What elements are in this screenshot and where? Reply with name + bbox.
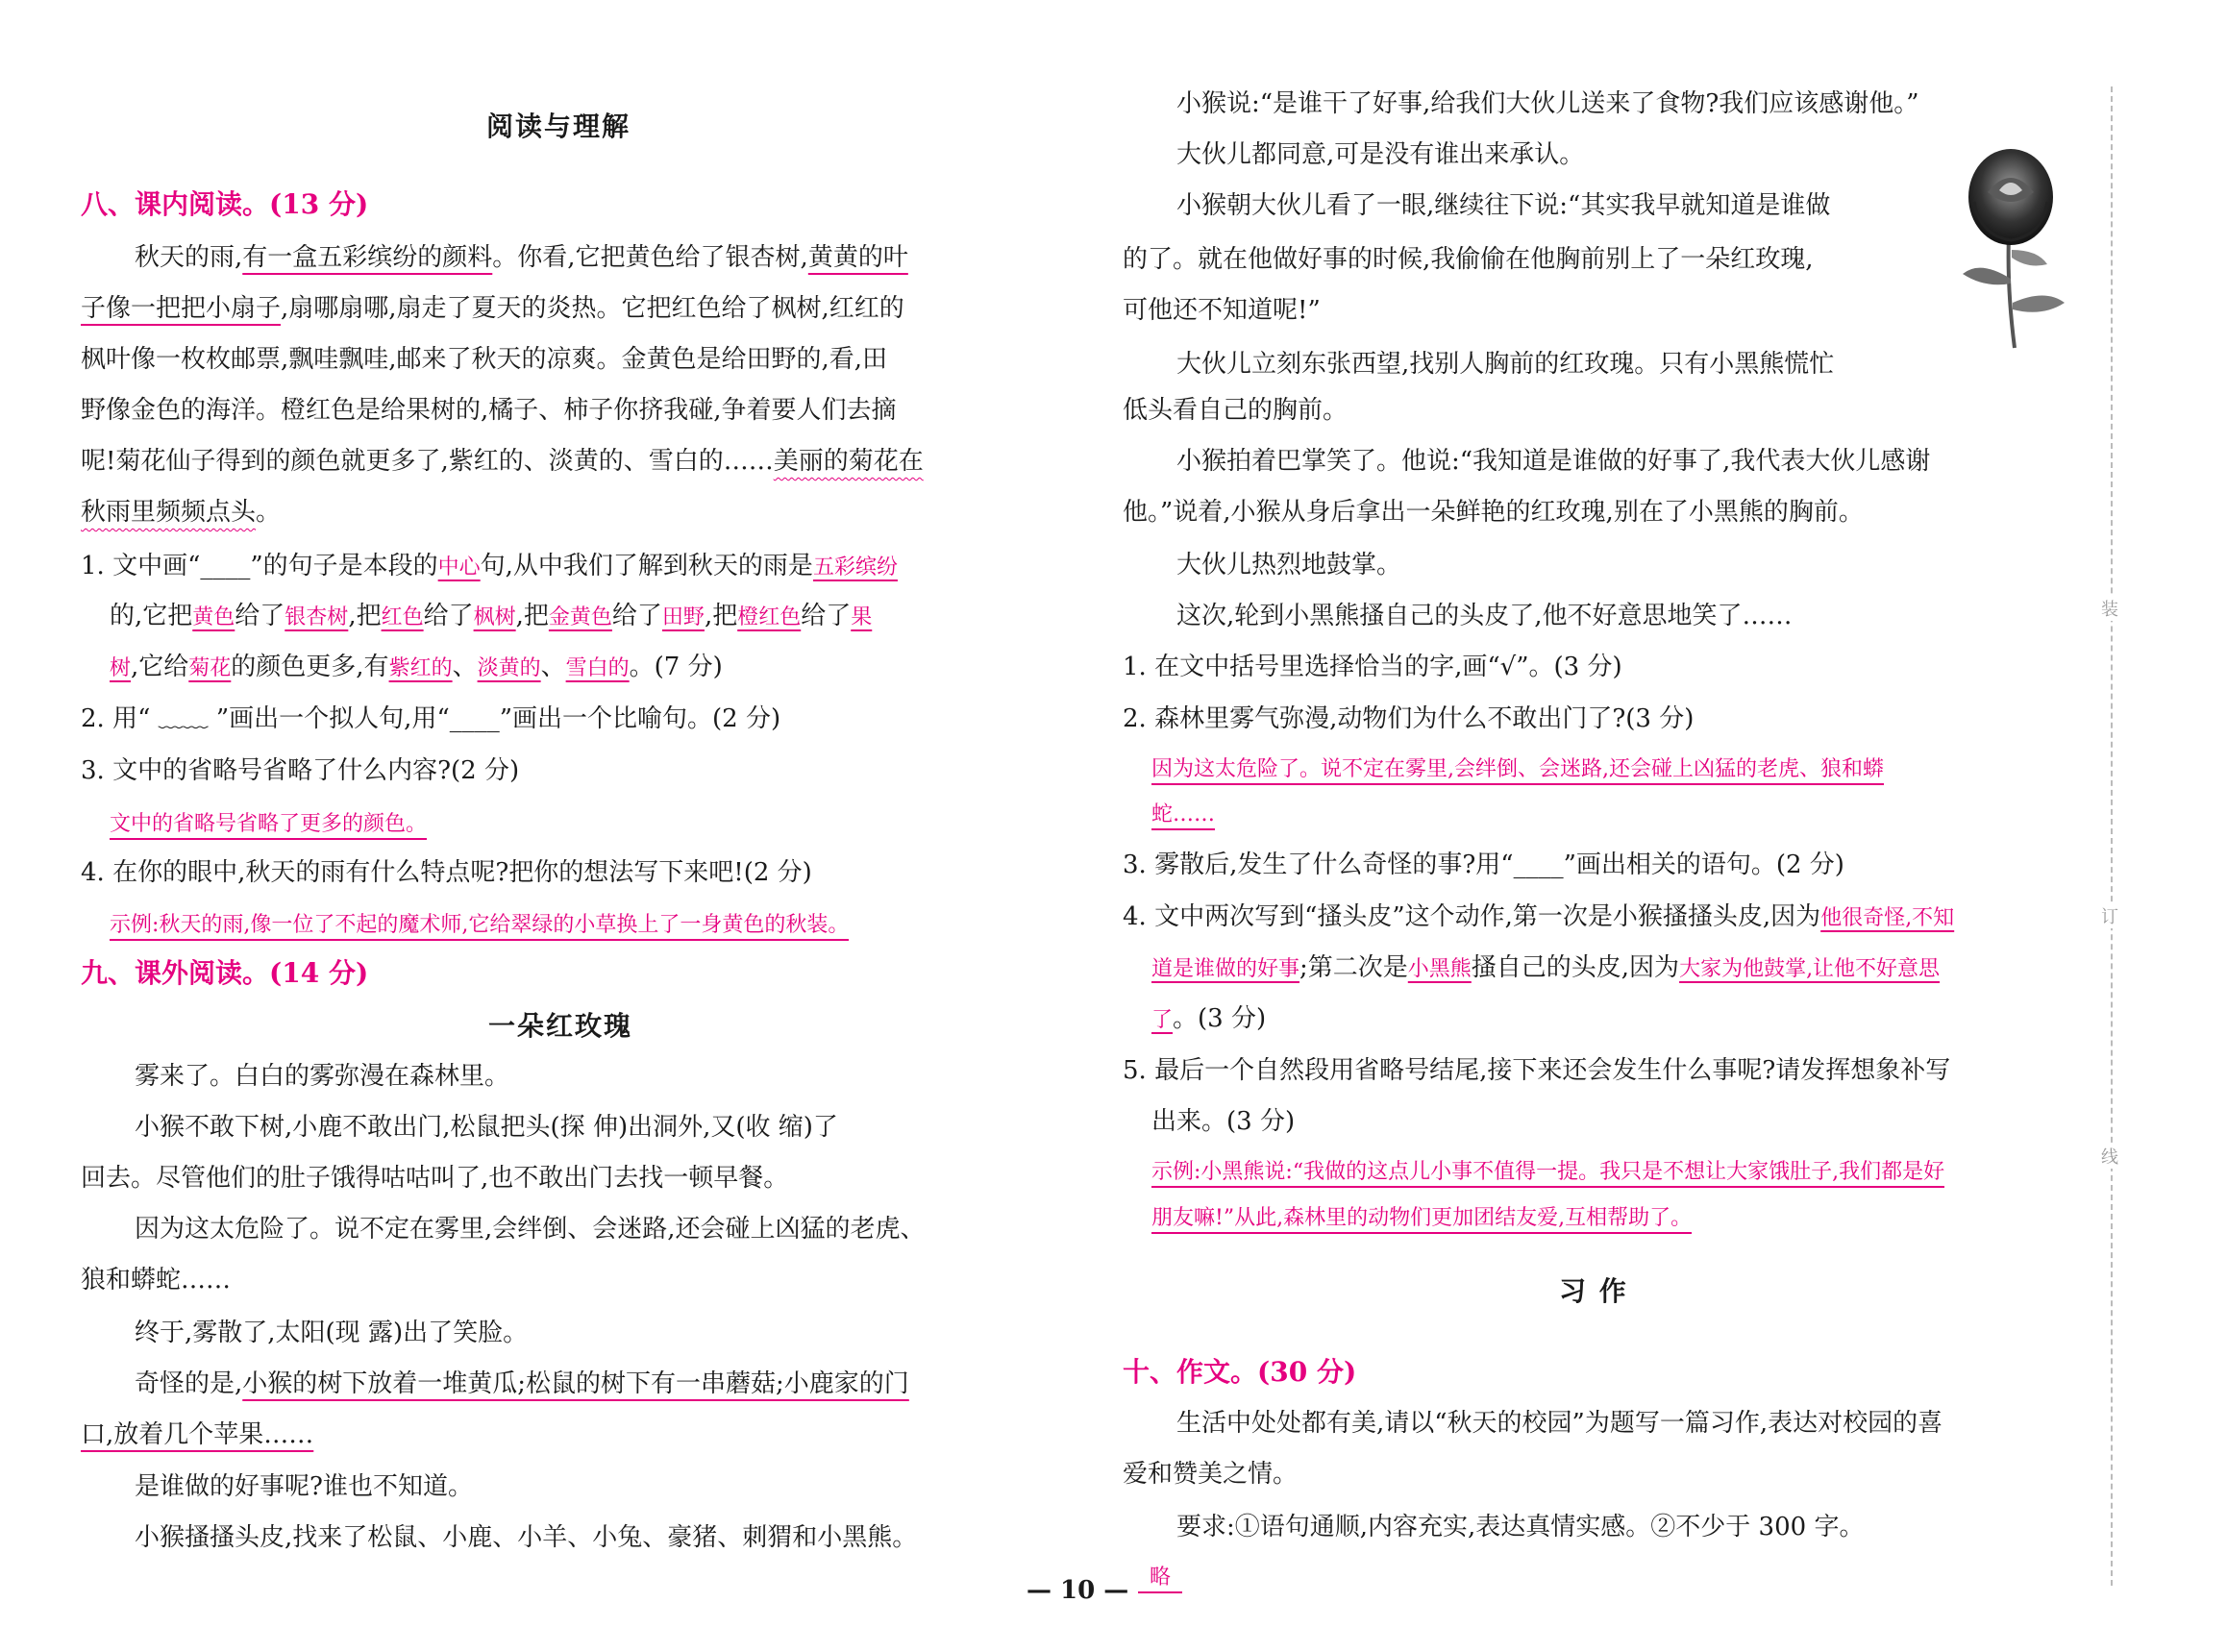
answer-fill: 五彩缤纷 xyxy=(812,555,898,579)
answer-9-2-line2 xyxy=(1151,796,1215,834)
section-8-score: (13 分) xyxy=(269,188,369,220)
section-8-heading xyxy=(81,185,368,224)
text: 。 xyxy=(256,498,282,527)
story-line-2: 小猴不敢下树,小鹿不敢出门,松鼠把头(探 伸)出洞外,又(收 缩)了 xyxy=(135,1113,838,1142)
text: ;第二次是 xyxy=(1299,953,1408,982)
text: 4. 文中两次写到“搔头皮”这个动作,第一次是小猴搔搔头皮,因为 xyxy=(1123,902,1821,931)
question-8-1-line3 xyxy=(110,648,723,688)
answer-fill: 黄色 xyxy=(192,605,235,629)
answer-text: 文中的省略号省略了更多的颜色。 xyxy=(110,812,427,840)
question-9-4-line2 xyxy=(1151,949,1940,989)
answer-fill: 紫红的 xyxy=(388,656,453,680)
text: 。你看,它把黄色给了银杏树, xyxy=(492,243,808,272)
text: 1. 文中画“____”的句子是本段的 xyxy=(81,552,438,580)
wavy-underlined-text: 秋雨里频频点头 xyxy=(81,498,257,527)
answer-9-5-line1 xyxy=(1151,1153,1944,1192)
answer-fill: 金黄色 xyxy=(548,605,612,629)
text: 给了 xyxy=(235,602,285,630)
story-line-20: 大伙儿热烈地鼓掌。 xyxy=(1176,551,1402,579)
page-number: — 10 — xyxy=(1027,1576,1129,1605)
underlined-text: 有一盒五彩缤纷的颜料 xyxy=(242,243,493,272)
text: 句,从中我们了解到秋天的雨是 xyxy=(480,552,813,580)
answer-fill: 大家为他鼓掌,让他不好意思 xyxy=(1679,957,1941,981)
answer-text: 示例:小黑熊说:“我做的这点儿小事不值得一提。我只是不想让大家饿肚子,我们都是好 xyxy=(1151,1160,1944,1188)
text: 给了 xyxy=(801,602,852,630)
answer-text: 蛇…… xyxy=(1151,802,1215,830)
answer-fill: 树 xyxy=(110,656,132,680)
writing-prompt-line2: 爱和赞美之情。 xyxy=(1123,1460,1299,1489)
answer-text: 示例:秋天的雨,像一位了不起的魔术师,它给翠绿的小草换上了一身黄色的秋装。 xyxy=(110,913,849,941)
section-9-heading xyxy=(81,954,368,993)
answer-fill: 淡黄的 xyxy=(477,656,541,680)
question-9-5-line1: 5. 最后一个自然段用省略号结尾,接下来还会发生什么事呢?请发挥想象补写 xyxy=(1123,1056,1951,1085)
answer-fill: 枫树 xyxy=(473,605,516,629)
story-line-18: 小猴拍着巴掌笑了。他说:“我知道是谁做的好事了,我代表大伙儿感谢 xyxy=(1176,447,1931,476)
answer-fill: 道是谁做的好事 xyxy=(1151,957,1300,981)
answer-9-5-line2 xyxy=(1151,1199,1692,1238)
passage1-line5 xyxy=(81,442,924,481)
underlined-text: 子像一把把小扇子 xyxy=(81,294,282,323)
text: 的颜色更多,有 xyxy=(231,653,389,681)
binding-mark-1: 装 xyxy=(2101,596,2118,621)
story-line-3: 回去。尽管他们的肚子饿得咕咕叫了,也不敢出门去找一顿早餐。 xyxy=(81,1164,789,1193)
passage1-line4: 野像金色的海洋。橙红色是给果树的,橘子、柿子你挤我碰,争着要人们去摘 xyxy=(81,396,897,425)
story-title: 一朵红玫瑰 xyxy=(488,1010,633,1042)
question-8-2: 2. 用“ ﹏﹏ ”画出一个拟人句,用“____”画出一个比喻句。(2 分) xyxy=(81,704,781,733)
underlined-text: 小猴的树下放着一堆黄瓜;松鼠的树下有一串蘑菇;小鹿家的门 xyxy=(242,1369,909,1398)
writing-prompt-line1: 生活中处处都有美,请以“秋天的校园”为题写一篇习作,表达对校园的喜 xyxy=(1176,1409,1943,1438)
answer-fill: 银杏树 xyxy=(285,605,349,629)
section-title-writing: 习 作 xyxy=(1559,1275,1628,1307)
text: 给了 xyxy=(611,602,662,630)
story-line-15: 可他还不知道呢!” xyxy=(1123,296,1321,325)
answer-fill: 雪白的 xyxy=(565,656,630,680)
question-8-3: 3. 文中的省略号省略了什么内容?(2 分) xyxy=(81,756,520,785)
story-line-1: 雾来了。白白的雾弥漫在森林里。 xyxy=(135,1062,510,1091)
answer-8-4 xyxy=(110,906,849,945)
answer-fill: 小黑熊 xyxy=(1407,957,1472,981)
story-line-8 xyxy=(81,1416,313,1454)
binding-mark-3: 线 xyxy=(2101,1144,2118,1169)
section-9-title: 九、课外阅读。 xyxy=(81,957,270,989)
text: 、 xyxy=(452,653,478,681)
answer-text: 因为这太危险了。说不定在雾里,会绊倒、会迷路,还会碰上凶猛的老虎、狼和蟒 xyxy=(1151,757,1884,785)
question-8-1-line1 xyxy=(81,547,898,587)
answer-8-3 xyxy=(110,805,427,844)
text: 搔自己的头皮,因为 xyxy=(1471,953,1680,982)
question-8-1-line2 xyxy=(110,597,872,637)
answer-text: 朋友嘛!”从此,森林里的动物们更加团结友爱,互相帮助了。 xyxy=(1151,1206,1692,1234)
question-9-1: 1. 在文中括号里选择恰当的字,画“√”。(3 分) xyxy=(1123,653,1622,681)
passage1-line3: 枫叶像一枚枚邮票,飘哇飘哇,邮来了秋天的凉爽。金黄色是给田野的,看,田 xyxy=(81,345,888,374)
binding-mark-2: 订 xyxy=(2101,903,2118,928)
answer-fill: 了 xyxy=(1151,1008,1174,1032)
answer-fill: 菊花 xyxy=(188,656,232,680)
answer-9-2-line1 xyxy=(1151,751,1884,789)
answer-text: 略 xyxy=(1138,1566,1182,1593)
section-9-score: (14 分) xyxy=(269,957,369,989)
writing-answer xyxy=(1138,1559,1182,1597)
question-9-2: 2. 森林里雾气弥漫,动物们为什么不敢出门了?(3 分) xyxy=(1123,704,1695,733)
text: 。(3 分) xyxy=(1173,1004,1267,1033)
answer-fill: 果 xyxy=(851,605,873,629)
question-9-4-line1 xyxy=(1123,898,1954,938)
answer-fill: 田野 xyxy=(661,605,705,629)
question-9-5-line2: 出来。(3 分) xyxy=(1151,1107,1296,1136)
text: ,把 xyxy=(704,602,738,630)
section-title-reading: 阅读与理解 xyxy=(486,111,631,142)
story-line-12: 大伙儿都同意,可是没有谁出来承认。 xyxy=(1176,140,1585,169)
text: 。(7 分) xyxy=(629,653,723,681)
answer-fill: 他很奇怪,不知 xyxy=(1820,906,1955,930)
section-10-heading xyxy=(1123,1353,1356,1392)
passage1-line2 xyxy=(81,289,904,328)
story-line-21: 这次,轮到小黑熊搔自己的头皮了,他不好意思地笑了…… xyxy=(1176,602,1793,630)
text: 、 xyxy=(540,653,566,681)
text: 奇怪的是, xyxy=(135,1369,243,1398)
passage1-line6 xyxy=(81,493,281,531)
story-line-11: 小猴说:“是谁干了好事,给我们大伙儿送来了食物?我们应该感谢他。” xyxy=(1176,89,1919,118)
writing-requirements: 要求:①语句通顺,内容充实,表达真情实感。②不少于 300 字。 xyxy=(1176,1513,1865,1541)
binding-dashed-line xyxy=(2111,86,2113,1586)
section-10-title: 十、作文。 xyxy=(1123,1356,1258,1388)
text: ,把 xyxy=(348,602,382,630)
underlined-text: 黄黄的叶 xyxy=(807,243,908,272)
story-line-19: 他。”说着,小猴从身后拿出一朵鲜艳的红玫瑰,别在了小黑熊的胸前。 xyxy=(1123,498,1864,527)
section-8-title: 八、课内阅读。 xyxy=(81,188,270,220)
question-8-4: 4. 在你的眼中,秋天的雨有什么特点呢?把你的想法写下来吧!(2 分) xyxy=(81,858,812,887)
text: 秋天的雨, xyxy=(135,243,243,272)
answer-fill: 红色 xyxy=(381,605,424,629)
story-line-4: 因为这太危险了。说不定在雾里,会绊倒、会迷路,还会碰上凶猛的老虎、 xyxy=(135,1215,926,1244)
text: ,扇哪扇哪,扇走了夏天的炎热。它把红色给了枫树,红红的 xyxy=(281,294,904,323)
story-line-16: 大伙儿立刻东张西望,找别人胸前的红玫瑰。只有小黑熊慌忙 xyxy=(1176,350,1835,379)
story-line-7 xyxy=(135,1365,909,1403)
story-line-17: 低头看自己的胸前。 xyxy=(1123,396,1349,425)
text: 的,它把 xyxy=(110,602,193,630)
story-line-13: 小猴朝大伙儿看了一眼,继续往下说:“其实我早就知道是谁做 xyxy=(1176,191,1831,220)
text: 呢!菊花仙子得到的颜色就更多了,紫红的、淡黄的、雪白的…… xyxy=(81,447,774,476)
text: 给了 xyxy=(423,602,474,630)
story-line-5: 狼和蟒蛇…… xyxy=(81,1266,232,1294)
text: ,把 xyxy=(515,602,549,630)
story-line-14: 的了。就在他做好事的时候,我偷偷在他胸前别上了一朵红玫瑰, xyxy=(1123,245,1814,274)
question-9-3: 3. 雾散后,发生了什么奇怪的事?用“____”画出相关的语句。(2 分) xyxy=(1123,851,1844,879)
section-10-score: (30 分) xyxy=(1257,1356,1357,1388)
answer-fill: 橙红色 xyxy=(737,605,802,629)
passage1-line1 xyxy=(135,238,908,277)
story-line-9: 是谁做的好事呢?谁也不知道。 xyxy=(135,1472,473,1501)
underlined-text: 口,放着几个苹果…… xyxy=(81,1420,314,1449)
story-line-10: 小猴搔搔头皮,找来了松鼠、小鹿、小羊、小兔、豪猪、刺猬和小黑熊。 xyxy=(135,1523,918,1552)
answer-fill: 中心 xyxy=(437,555,481,579)
text: ,它给 xyxy=(131,653,189,681)
rose-illustration xyxy=(1951,144,2076,351)
question-9-4-line3 xyxy=(1151,999,1266,1040)
wavy-underlined-text: 美丽的菊花在 xyxy=(773,447,924,476)
story-line-6: 终于,雾散了,太阳(现 露)出了笑脸。 xyxy=(135,1319,529,1347)
